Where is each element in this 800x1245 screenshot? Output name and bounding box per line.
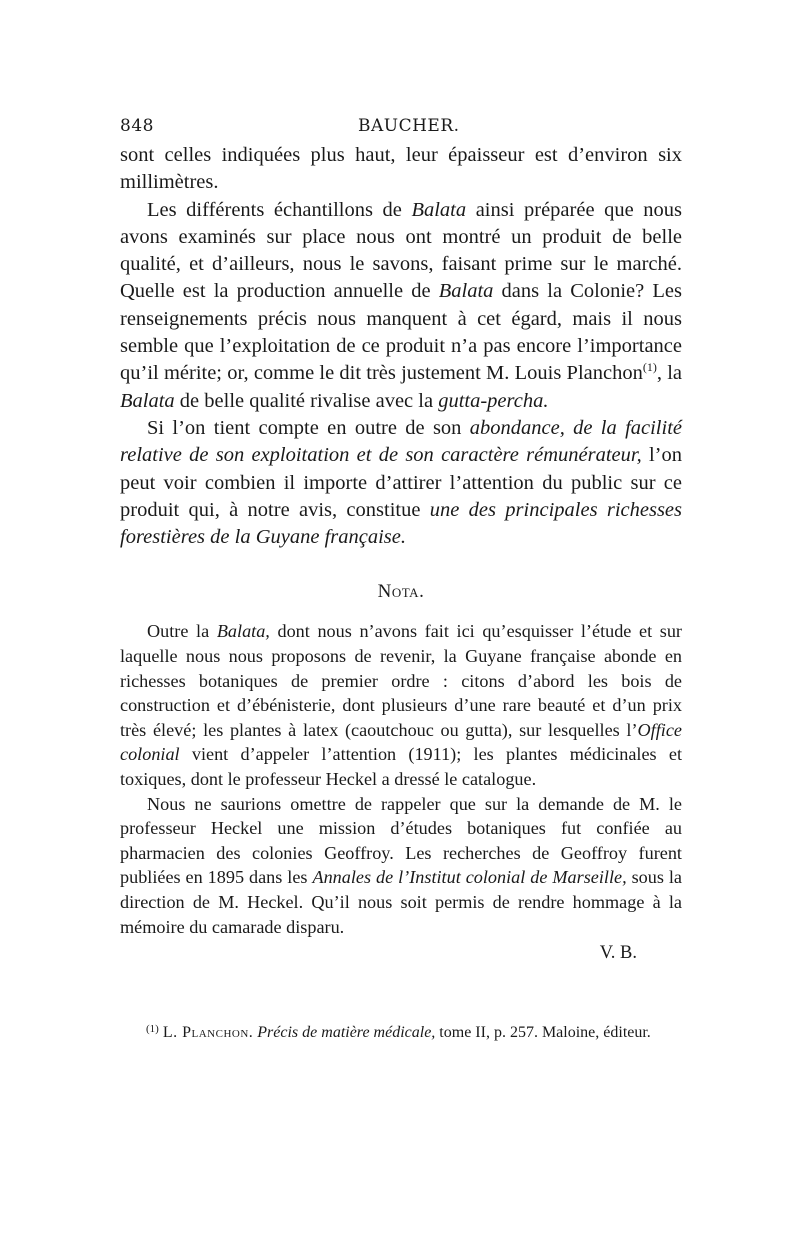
footnote-author: L. Planchon. <box>162 1024 254 1041</box>
nota-paragraph-1: Outre la Balata, dont nous n’avons fait ici qu’esquisser l’étude et sur laquelle nous nous proposons de revenir, la Guyane française abonde en richesses botaniques de premier ordre : citons d’abord les bois de construction et d’ébénisterie, dont plusieurs d’une rare beauté et d’un prix très élevé; les plantes à latex (caoutchouc ou gutta), sur lesquelles l’Office colonial vient d’appeler l’attention (1911); les plantes médicinales et toxiques, dont le professeur Heckel a dressé le catalogue. <box>120 621 682 790</box>
paragraph-continuation: sont celles indiquées plus haut, leur épaisseur est d’environ six millimètres. <box>120 144 682 194</box>
nota-heading: Nota. <box>377 581 425 603</box>
running-head: BAUCHER. <box>358 116 460 136</box>
page-header <box>120 112 682 142</box>
page-number: 848 <box>120 116 154 136</box>
footnote-details: tome II, p. 257. Maloine, éditeur. <box>435 1024 651 1041</box>
paragraph-balata-quality: Les différents échantillons de Balata ainsi préparée que nous avons examinés sur place nous ont montré un produit de belle qualité, et d’ailleurs, nous le savons, faisant prime sur le marché. Quelle est la production annuelle de Balata dans la Colonie? Les renseignements précis nous manquent à cet égard, mais il nous semble que l’exploitation de ce produit n’a pas encore l’importance qu’il mérite; or, comme le dit très justement M. Louis Planchon$^{(1)}$, la Balata de belle qualité rivalise avec la gutta-percha. <box>120 198 683 412</box>
document-page <box>120 112 683 1041</box>
footnote-title: Précis de matière médicale, <box>257 1024 436 1041</box>
paragraph-conclusion: Si l’on tient compte en outre de son abondance, de la facilité relative de son exploitation et de son caractère rémunérateur, l’on peut voir combien il importe d’attirer l’attention du public sur ce produit qui, à notre avis, constitue une des principales richesses forestières de la Guyane française. <box>120 416 683 549</box>
nota-paragraph-2: Nous ne saurions omettre de rappeler que sur la demande de M. le professeur Heckel une mission d’études botaniques fut confiée au pharmacien des colonies Geoffroy. Les recherches de Geoffroy furent publiées en 1895 dans les Annales de l’Institut colonial de Marseille, sous la direction de M. Heckel. Qu’il nous soit permis de rendre hommage à la mémoire du camarade disparu. <box>120 793 683 937</box>
footnote <box>120 1018 682 1044</box>
footnote-mark: (1) <box>146 1023 159 1035</box>
footnote-reference[interactable]: (1) <box>642 360 657 375</box>
signature-initials: V. B. <box>599 943 637 964</box>
